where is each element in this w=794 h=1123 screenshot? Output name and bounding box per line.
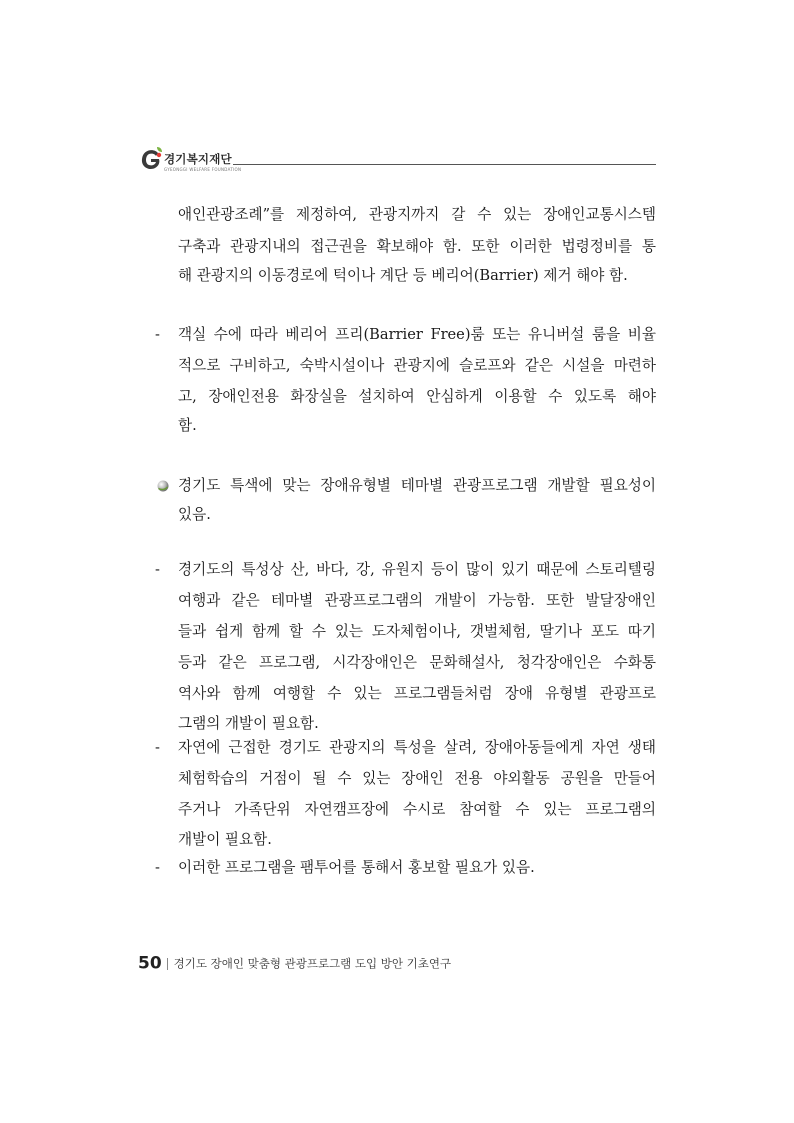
text-line: 경기도 특색에 맞는 장애유형별 테마별 관광프로그램 개발할 필요성이: [178, 477, 656, 494]
organization-name: 경기복지재단: [164, 152, 232, 166]
text-line: 경기도의 특성상 산, 바다, 강, 유원지 등이 많이 있기 때문에 스토리텔링: [178, 561, 656, 578]
text-line: 자연에 근접한 경기도 관광지의 특성을 살려, 장애아동들에게 자연 생태: [178, 739, 656, 756]
text-line: 적으로 구비하고, 숙박시설이나 관광지에 슬로프와 같은 시설을 마련하: [178, 357, 656, 374]
text-line: 그램의 개발이 필요함.: [178, 715, 319, 732]
organization-subtitle: GYEONGGI WELFARE FOUNDATION: [164, 167, 242, 172]
text-line: 들과 쉽게 함께 할 수 있는 도자체험이나, 갯벌체험, 딸기나 포도 따기: [178, 623, 656, 640]
foundation-logo-icon: [138, 145, 164, 173]
text-line: 애인관광조례”를 제정하여, 관광지까지 갈 수 있는 장애인교통시스템: [178, 206, 656, 223]
text-line: 함.: [178, 417, 197, 434]
text-line: 이러한 프로그램을 팸투어를 통해서 홍보할 필요가 있음.: [178, 859, 535, 876]
header-rule: [233, 164, 656, 165]
text-line: 개발이 필요함.: [178, 831, 272, 848]
text-line: 체험학습의 거점이 될 수 있는 장애인 전용 야외활동 공원을 만들어: [178, 770, 656, 787]
page-number: 50: [138, 953, 162, 974]
text-line: 해 관광지의 이동경로에 턱이나 계단 등 베리어(Barrier) 제거 해야 함.: [178, 267, 628, 284]
text-line: 있음.: [178, 506, 211, 523]
book-title: 경기도 장애인 맞춤형 관광프로그램 도입 방안 기초연구: [173, 956, 452, 971]
dash-marker: -: [155, 326, 160, 343]
running-footer: [138, 953, 451, 977]
text-line: 역사와 함께 여행할 수 있는 프로그램들처럼 장애 유형별 관광프로: [178, 685, 656, 702]
text-line: 등과 같은 프로그램, 시각장애인은 문화해설사, 청각장애인은 수화통: [178, 654, 656, 671]
circle-bullet-icon: [156, 479, 170, 493]
dash-marker: -: [155, 561, 160, 578]
running-header: [138, 143, 656, 179]
dash-marker: -: [155, 859, 160, 876]
text-line: 여행과 같은 테마별 관광프로그램의 개발이 가능함. 또한 발달장애인: [178, 592, 656, 609]
text-line: 고, 장애인전용 화장실을 설치하여 안심하게 이용할 수 있도록 해야: [178, 388, 656, 405]
text-line: 구축과 관광지내의 접근권을 확보해야 함. 또한 이러한 법령정비를 통: [178, 238, 656, 255]
dash-marker: -: [155, 739, 160, 756]
text-line: 주거나 가족단위 자연캠프장에 수시로 참여할 수 있는 프로그램의: [178, 801, 656, 818]
footer-separator: [167, 958, 168, 970]
text-line: 객실 수에 따라 베리어 프리(Barrier Free)룸 또는 유니버설 룸을 비율: [178, 326, 656, 343]
